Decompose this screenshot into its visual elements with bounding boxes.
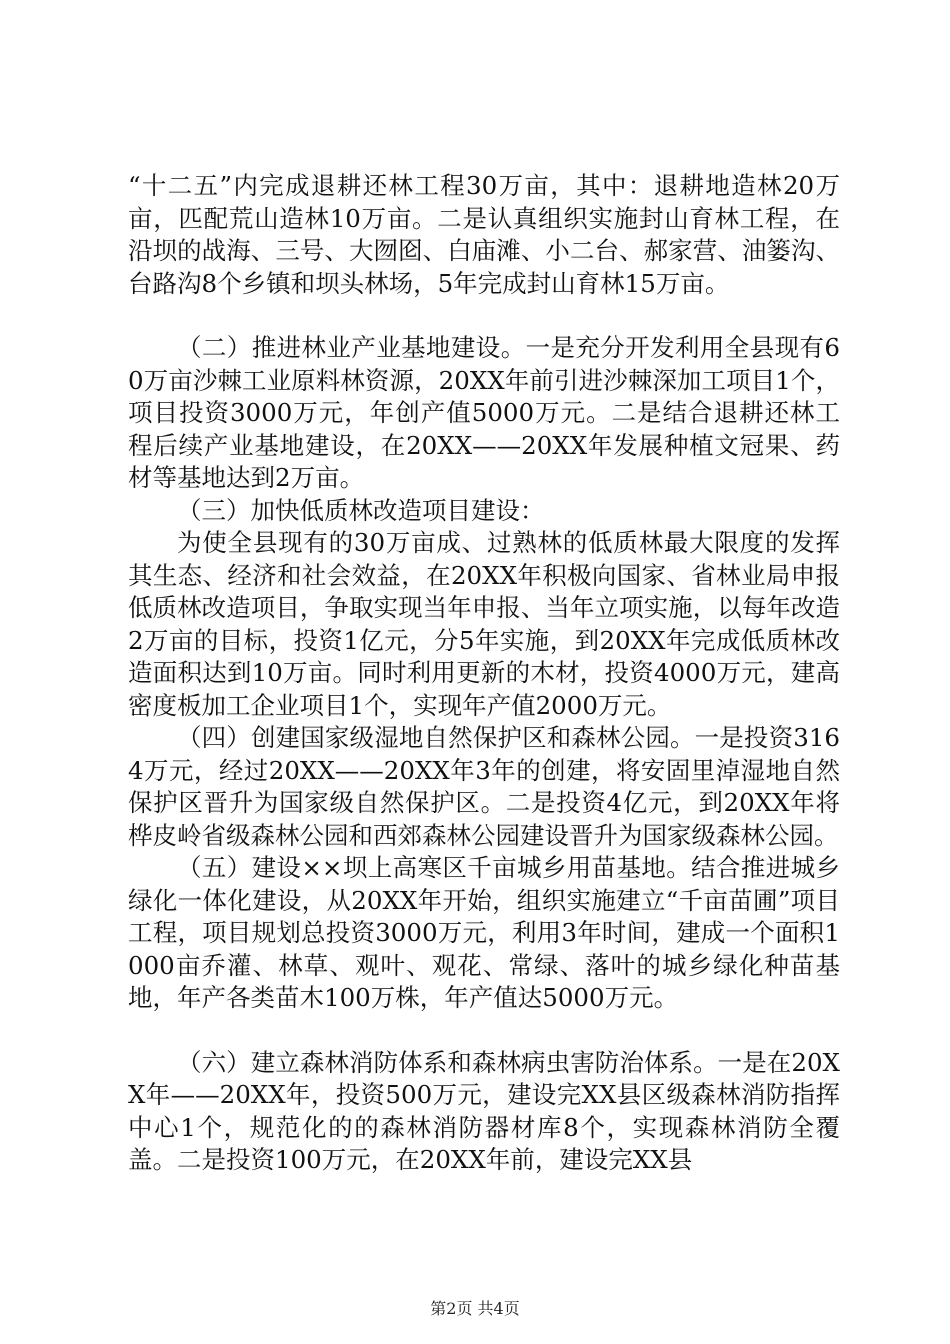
paragraph-section-2: （二）推进林业产业基地建设。一是充分开发利用全县现有60万亩沙棘工业原料林资源，20XX年前引进沙棘深加工项目1个，项目投资3000万元，年创产值5000万元。二是结合退耕还林工程后续产业基地建设，在20XX——20XX年发展种植文冠果、药材等基地达到2万亩。	[128, 333, 840, 492]
page-footer: 第2页 共4页	[430, 1299, 520, 1318]
paragraph-section-3-heading: （三）加快低质林改造项目建设：	[177, 495, 545, 525]
paragraph-section-4: （四）创建国家级湿地自然保护区和森林公园。一是投资3164万元，经过20XX——20XX年3年的创建，将安固里淖湿地自然保护区晋升为国家级自然保护区。二是投资4亿元，到20XX年将桦皮岭省级森林公园和西郊森林公园建设晋升为国家级森林公园。	[128, 723, 840, 850]
paragraph-section-6: （六）建立森林消防体系和森林病虫害防治体系。一是在20XX年——20XX年，投资500万元，建设完XX县区级森林消防指挥中心1个，规范化的的森林消防器材库8个，实现森林消防全覆盖。二是投资100万元，在20XX年前，建设完XX县	[128, 1047, 840, 1174]
paragraph-section-3-body: 为使全县现有的30万亩成、过熟林的低质林最大限度的发挥其生态、经济和社会效益，在20XX年积极向国家、省林业局申报低质林改造项目，争取实现当年申报、当年立项实施，以每年改造2万亩的目标，投资1亿元，分5年实施，到20XX年完成低质林改造面积达到10万亩。同时利用更新的木材，投资4000万元，建高密度板加工企业项目1个，实现年产值2000万元。	[128, 528, 840, 720]
paragraph-section-5: （五）建设××坝上高寒区千亩城乡用苗基地。结合推进城乡绿化一体化建设，从20XX年开始，组织实施建立“千亩苗圃”项目工程，项目规划总投资3000万元，利用3年时间，建成一个面积1000亩乔灌、林草、观叶、观花、常绿、落叶的城乡绿化种苗基地，年产各类苗木100万株，年产值达5000万元。	[128, 853, 840, 1012]
document-body	[128, 170, 840, 1177]
paragraph-continuation: “十二五”内完成退耕还林工程30万亩，其中：退耕地造林20万亩，匹配荒山造林10万亩。二是认真组织实施封山育林工程，在沿坝的战海、三号、大囫囵、白庙滩、小二台、郝家营、油篓沟、台路沟8个乡镇和坝头林场，5年完成封山育林15万亩。	[128, 171, 840, 298]
